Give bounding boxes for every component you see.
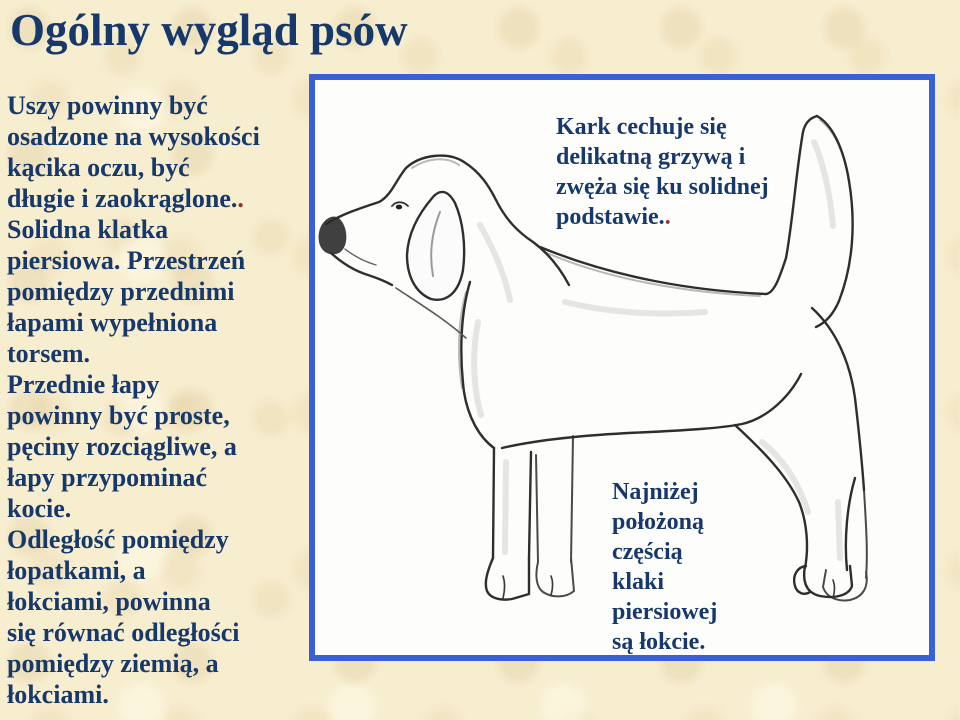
dog-ear [407,192,464,300]
text-line: piersiowa. Przestrzeń [7,246,246,275]
text-line: się równać odległości [7,618,240,647]
text-line: Solidna klatka [7,215,169,244]
text-line: łokciami. [7,680,109,709]
text-line: łapy przypominać [7,463,208,492]
annotation-elbows [612,477,782,657]
text-line: łapami wypełniona [7,308,218,337]
text-line [556,202,796,232]
red-period: . [237,184,244,213]
text-line: pomiędzy ziemią, a [7,649,219,678]
text-line: Kark cechuje się [556,114,727,140]
text-line: pomiędzy przednimi [7,277,235,306]
text-line: Przednie łapy [7,370,160,399]
dog-nose [319,216,347,254]
text-line: kocie. [7,494,72,523]
red-period: . [664,204,671,230]
text-line [7,183,312,214]
paragraph-ears [7,90,312,214]
text-line: położoną [612,509,705,535]
text-line-main: podstawie. [556,204,665,230]
text-line: klaki [612,569,665,595]
paragraph-chest [7,214,312,369]
annotation-neck [556,112,796,232]
text-line: Uszy powinny być [7,91,208,120]
text-line: pęciny rozciągliwe, a [7,432,237,461]
text-line: powinny być proste, [7,401,230,430]
text-line: Odległość pomiędzy [7,525,229,554]
text-line: osadzone na wysokości [7,122,260,151]
text-line: są łokcie. [612,629,706,655]
dog-eye [392,202,408,209]
page-title: Ogólny wygląd psów [10,5,408,55]
text-line: zwęża się ku solidnej [556,174,769,200]
text-line: częścią [612,539,683,565]
paragraph-distance [7,524,312,710]
paragraph-front-legs [7,369,312,524]
text-line: kącika oczu, być [7,153,190,182]
text-line: Najniżej [612,479,699,505]
text-line: łokciami, powinna [7,587,211,616]
text-line: łopatkami, a [7,556,146,585]
text-line-main: długie i zaokrąglone. [7,184,238,213]
left-text-column [7,90,312,710]
text-line: piersiowej [612,599,718,625]
text-line: torsem. [7,339,91,368]
text-line: delikatną grzywą i [556,144,746,170]
